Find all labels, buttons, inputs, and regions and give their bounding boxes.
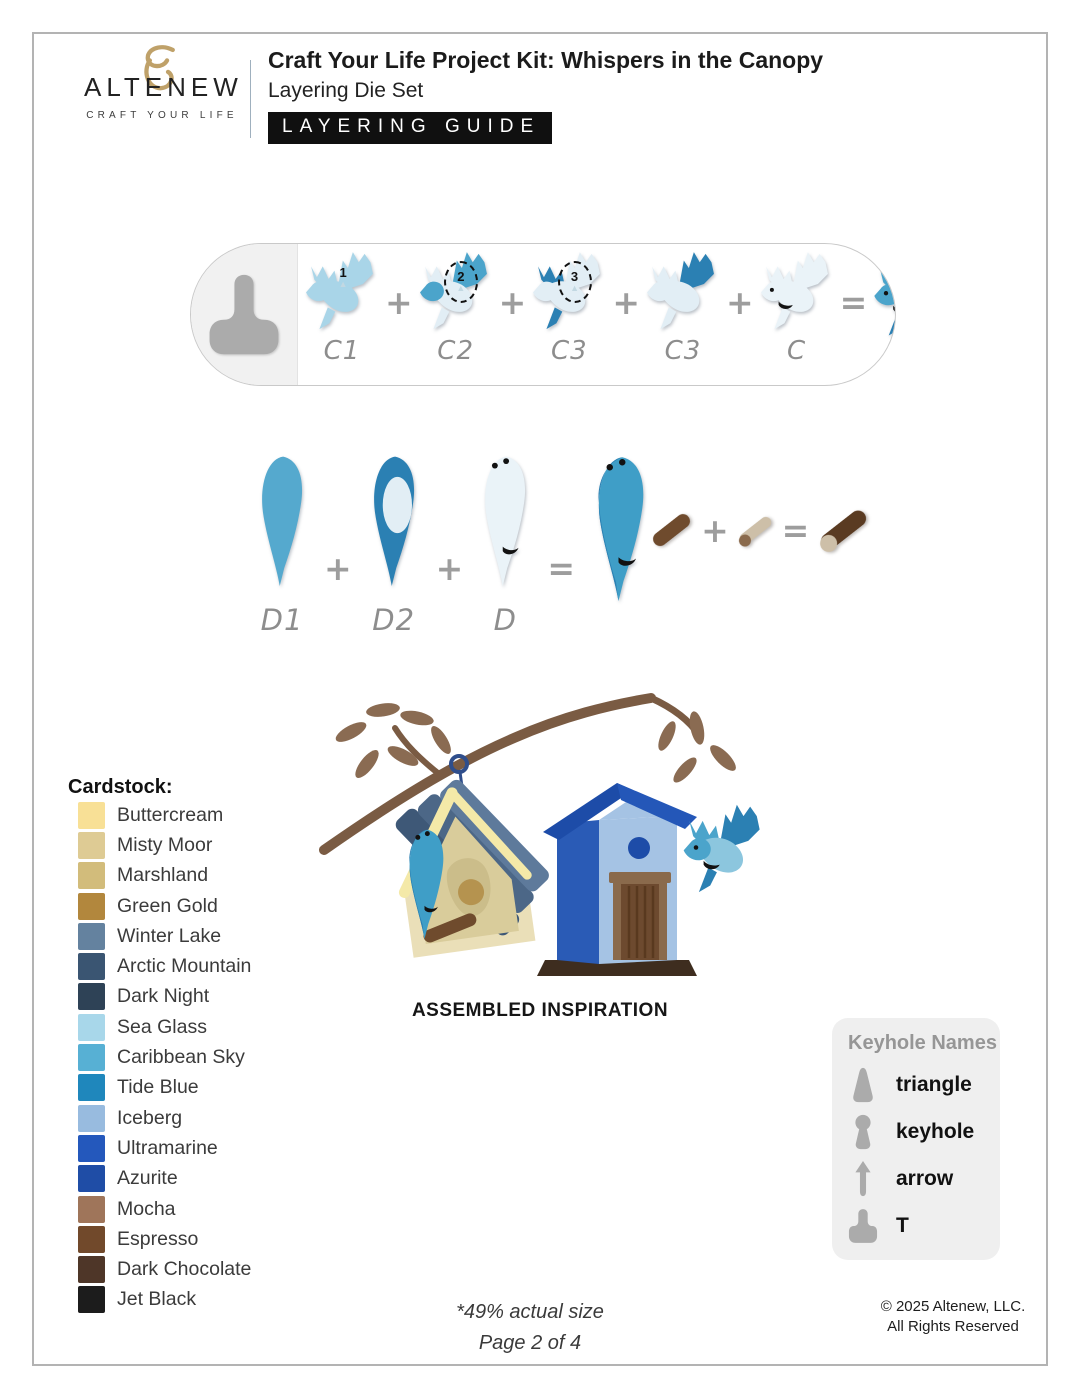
keyhole-names-box <box>832 1018 1000 1260</box>
color-swatch <box>78 1105 105 1132</box>
operator: = <box>547 549 575 588</box>
cardstock-item <box>78 1042 251 1072</box>
color-name: Winter Lake <box>117 924 222 947</box>
color-swatch <box>78 893 105 920</box>
step-label: C3 <box>550 336 588 366</box>
operator: + <box>324 549 352 588</box>
branch-equation <box>650 492 870 568</box>
color-swatch <box>78 1165 105 1192</box>
marker-number: 1 <box>339 265 347 281</box>
cardstock-item <box>78 830 251 860</box>
header-divider <box>250 60 251 138</box>
die-piece-branch <box>650 511 693 549</box>
operator: + <box>725 283 754 322</box>
cardstock-item <box>78 1133 251 1163</box>
color-name: Caribbean Sky <box>117 1046 245 1069</box>
layer-step <box>469 452 541 635</box>
operator: + <box>435 549 464 588</box>
operator: + <box>612 283 640 322</box>
operator: + <box>498 283 527 322</box>
cardstock-item <box>78 800 251 830</box>
die-piece-bird-flying <box>868 248 896 342</box>
operator: = <box>839 283 868 322</box>
color-name: Mocha <box>117 1197 176 1220</box>
footer-scale-note: *49% actual size <box>456 1301 604 1323</box>
cardstock-item <box>78 1254 251 1284</box>
cardstock-item <box>78 1194 251 1224</box>
step-label: C3 <box>664 336 702 366</box>
die-piece-branch <box>818 507 869 552</box>
logo-text-left: ALT <box>84 72 145 102</box>
keyhole-name-row <box>848 1155 1000 1202</box>
branch-tip <box>817 531 841 555</box>
keyhole-names-title: Keyhole Names <box>848 1032 997 1054</box>
color-swatch <box>78 832 105 859</box>
layer-step <box>246 452 318 635</box>
triangle-mark-icon: ▲ <box>338 279 348 290</box>
branch-tip <box>736 532 753 549</box>
die-piece-bird-flying <box>300 248 384 335</box>
glue-marker-circled <box>444 261 478 303</box>
triangle-mark-icon: ▲ <box>570 283 579 294</box>
keyhole-name-row <box>848 1061 1000 1108</box>
operator: + <box>385 283 413 322</box>
color-swatch <box>78 953 105 980</box>
cardstock-item <box>78 951 251 981</box>
keyhole-name-label: T <box>896 1213 909 1237</box>
logo-text-right: NEW <box>167 72 243 102</box>
triangle-mark-icon: ▲ <box>456 283 466 294</box>
keyhole-name-label: keyhole <box>896 1119 975 1143</box>
color-swatch <box>78 1135 105 1162</box>
color-swatch <box>78 1074 105 1101</box>
layering-guide-badge: LAYERING GUIDE <box>268 112 552 144</box>
color-name: Jet Black <box>117 1288 197 1311</box>
color-name: Buttercream <box>117 803 224 826</box>
keyhole-names-list <box>848 1061 1000 1249</box>
die-piece-bird-perched <box>246 452 318 594</box>
footer-notes <box>400 1297 660 1359</box>
layer-step <box>414 248 498 383</box>
layer-step <box>358 452 430 635</box>
color-swatch <box>78 1256 105 1283</box>
step-label: C1 <box>323 336 361 366</box>
leaves-right <box>655 710 740 786</box>
color-swatch <box>78 802 105 829</box>
color-swatch <box>78 1044 105 1071</box>
T-keyhole-icon <box>848 1207 878 1245</box>
color-name: Sea Glass <box>117 1015 207 1038</box>
die-piece-branch <box>737 514 773 545</box>
step-label: C <box>787 336 807 366</box>
color-name: Green Gold <box>117 894 218 917</box>
bird-wrap <box>755 248 839 340</box>
cardstock-item <box>78 1164 251 1194</box>
step-label: D2 <box>372 603 416 637</box>
die-piece-bird-perched <box>581 452 661 610</box>
page-subtitle: Layering Die Set <box>268 79 424 102</box>
layering-row-c <box>190 243 896 386</box>
color-name: Dark Chocolate <box>117 1258 252 1281</box>
die-piece-bird-flying <box>755 248 839 335</box>
keyhole-name-label: triangle <box>896 1072 972 1096</box>
bird-wrap <box>641 248 725 340</box>
layering-row-d <box>246 452 661 635</box>
color-swatch <box>78 1286 105 1313</box>
operator: + <box>701 510 729 550</box>
keyhole-name-row <box>848 1202 1000 1249</box>
color-swatch <box>78 1014 105 1041</box>
footer-page-number: Page 2 of 4 <box>478 1332 582 1354</box>
cardstock-item <box>78 1224 251 1254</box>
cardstock-item <box>78 1073 251 1103</box>
layer-step <box>641 248 725 383</box>
logo-tagline: CRAFT YOUR LIFE <box>86 110 238 121</box>
cardstock-list <box>78 800 251 1315</box>
blue-birdhouse <box>537 783 697 976</box>
glue-marker <box>339 266 348 289</box>
keyhole-keyhole-icon <box>848 1113 878 1151</box>
assembled-inspiration-art <box>298 688 770 1000</box>
color-name: Espresso <box>117 1227 199 1250</box>
cardstock-item <box>78 861 251 891</box>
color-name: Dark Night <box>117 985 210 1008</box>
keyhole-name-label: arrow <box>896 1166 954 1190</box>
logo-text-mid: E <box>144 72 168 102</box>
copyright-line2: All Rights Reserved <box>887 1318 1019 1336</box>
bird-wrap <box>527 248 611 340</box>
color-name: Marshland <box>117 864 209 887</box>
footer-copyright <box>868 1297 1038 1338</box>
copyright-line1: © 2025 Altenew, LLC. <box>880 1298 1026 1315</box>
cardstock-item <box>78 982 251 1012</box>
assembled-caption: ASSEMBLED INSPIRATION <box>411 1000 669 1021</box>
triangle-keyhole-icon <box>848 1066 878 1104</box>
layering-steps-c <box>298 244 896 385</box>
color-name: Arctic Mountain <box>117 955 252 978</box>
cardstock-heading: Cardstock: <box>68 776 173 798</box>
color-name: Tide Blue <box>117 1076 199 1099</box>
cardstock-item <box>78 1285 251 1315</box>
altenew-wordmark <box>84 58 243 103</box>
color-swatch <box>78 923 105 950</box>
color-name: Azurite <box>117 1167 178 1190</box>
color-swatch <box>78 1226 105 1253</box>
color-swatch <box>78 862 105 889</box>
arrow-keyhole-icon <box>848 1160 878 1198</box>
altenew-logo <box>84 58 243 121</box>
operator: = <box>781 510 810 550</box>
layer-step <box>755 248 839 383</box>
t-keyhole-icon <box>207 271 281 359</box>
color-name: Ultramarine <box>117 1136 218 1159</box>
color-name: Misty Moor <box>117 833 213 856</box>
step-label: C2 <box>437 336 474 366</box>
cardstock-item <box>78 891 251 921</box>
keyhole-name-row <box>848 1108 1000 1155</box>
marker-number: 3 <box>570 269 579 285</box>
die-piece-bird-perched <box>469 452 541 594</box>
glue-marker-circled <box>558 261 592 303</box>
color-name: Iceberg <box>117 1106 183 1129</box>
bird-wrap <box>868 248 896 347</box>
bird-wrap <box>300 248 384 340</box>
page-title: Craft Your Life Project Kit: Whispers in the Canopy <box>268 47 824 73</box>
marker-number: 2 <box>457 269 465 285</box>
cardstock-item <box>78 1012 251 1042</box>
step-label: D <box>493 603 517 637</box>
cardstock-item <box>78 1103 251 1133</box>
color-swatch <box>78 1196 105 1223</box>
color-swatch <box>78 983 105 1010</box>
layer-step <box>527 248 611 383</box>
layer-result <box>581 452 661 610</box>
die-piece-bird-perched <box>358 452 430 594</box>
step-label: D1 <box>260 603 304 637</box>
layer-step <box>300 248 384 383</box>
die-piece-bird-flying <box>641 248 725 335</box>
bird-wrap <box>414 248 498 340</box>
cardstock-item <box>78 921 251 951</box>
